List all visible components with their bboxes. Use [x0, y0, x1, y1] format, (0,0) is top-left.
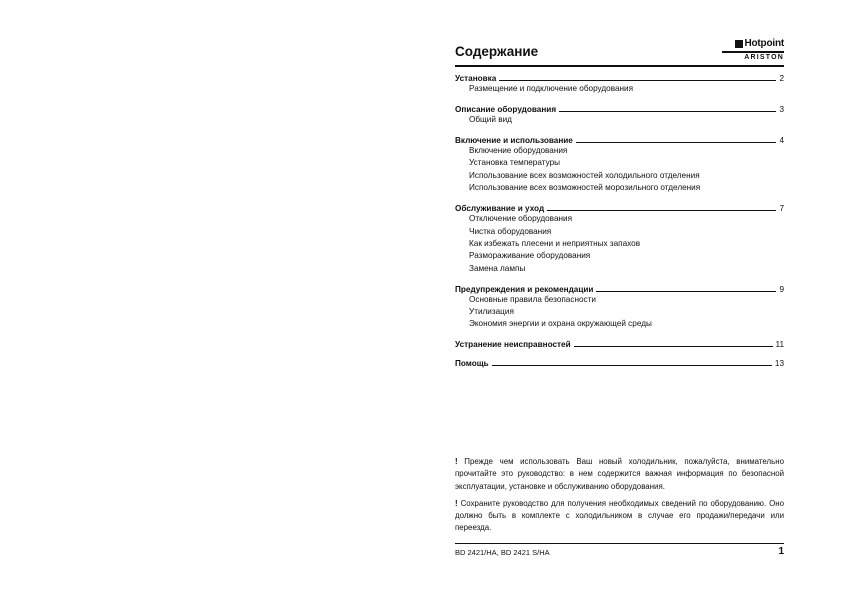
toc-leader-line [499, 80, 776, 81]
brand-logo [722, 38, 784, 64]
toc-page-number: 3 [779, 104, 784, 114]
toc-entry[interactable] [455, 102, 784, 114]
toc-section-title: Устранение неисправностей [455, 340, 571, 350]
logo-square-icon [735, 40, 743, 48]
toc-subitem: Утилизация [469, 307, 514, 317]
logo-bar [722, 51, 784, 53]
toc-section [455, 282, 784, 331]
toc-subitem: Основные правила безопасности [469, 294, 596, 304]
toc-entry[interactable] [455, 71, 784, 83]
toc-section [455, 71, 784, 95]
toc-section [455, 102, 784, 126]
logo-top [722, 38, 784, 49]
toc-section [455, 133, 784, 195]
toc-section [455, 337, 784, 349]
toc-section [455, 201, 784, 275]
toc-page-number: 2 [779, 74, 784, 83]
toc-leader-line [492, 365, 772, 366]
toc-subitem: Включение оборудования [469, 145, 568, 155]
logo-sub: ARISTON [744, 53, 784, 61]
title-divider [455, 65, 784, 67]
toc-page-number: 7 [779, 204, 784, 214]
notes [455, 456, 784, 540]
table-of-contents [455, 71, 784, 375]
logo-name: Hotpoint [744, 38, 784, 49]
toc-subitem: Размещение и подключение оборудования [469, 84, 634, 93]
toc-section-title: Установка [455, 74, 497, 83]
exclamation-icon: ! [455, 498, 458, 508]
toc-leader-line [596, 291, 776, 292]
toc-section-title: Включение и использование [455, 135, 573, 145]
toc-leader-line [576, 142, 777, 143]
toc-leader-line [547, 210, 776, 211]
toc-leader-line [574, 346, 773, 347]
toc-subitem: Общий вид [469, 114, 512, 124]
toc-entry[interactable] [455, 337, 784, 349]
page-title: Содержание [455, 44, 539, 59]
toc-entry[interactable] [455, 201, 784, 213]
note-text: Прежде чем использовать Ваш новый холодильник, пожалуйста, внимательно прочитайте это руководство: в нем содержится важная информация по безопасной эксплуатации, установке и обслуживанию оборудования. [455, 457, 784, 491]
toc-page-number: 9 [779, 284, 784, 294]
toc-section-title: Описание оборудования [455, 104, 557, 114]
toc-subitem: Чистка оборудования [469, 226, 552, 236]
toc-subitem: Использование всех возможностей морозильного отделения [469, 183, 701, 193]
toc-section [455, 356, 784, 368]
footer-divider [455, 543, 784, 544]
toc-section-title: Помощь [455, 359, 489, 369]
toc-subitem: Экономия энергии и охрана окружающей среды [469, 319, 652, 329]
toc-subitem: Использование всех возможностей холодильного отделения [469, 170, 700, 180]
toc-entry[interactable] [455, 133, 784, 145]
exclamation-icon: ! [455, 457, 458, 466]
toc-page-number: 13 [774, 359, 784, 369]
page-number: 1 [778, 546, 784, 557]
toc-leader-line [559, 111, 776, 112]
toc-subitem: Замена лампы [469, 263, 526, 273]
toc-subitem: Размораживание оборудования [469, 251, 591, 261]
toc-subitem: Установка температуры [469, 158, 561, 168]
toc-section-title: Предупреждения и рекомендации [455, 284, 594, 294]
toc-page-number: 4 [779, 135, 784, 145]
note-paragraph [455, 498, 784, 535]
toc-section-title: Обслуживание и уход [455, 204, 545, 214]
note-text: Сохраните руководство для получения необходимых сведений по оборудованию. Оно должно быть в комплекте с холодильником в случае его продажи/передачи или переезда. [455, 498, 784, 533]
toc-subitem: Отключение оборудования [469, 214, 573, 224]
toc-entry[interactable] [455, 282, 784, 294]
toc-page-number: 11 [775, 340, 784, 350]
footer-model: BD 2421/HA, BD 2421 S/HA [455, 548, 550, 557]
toc-entry[interactable] [455, 356, 784, 368]
toc-subitem: Как избежать плесени и неприятных запахов [469, 238, 641, 248]
note-paragraph [455, 456, 784, 493]
